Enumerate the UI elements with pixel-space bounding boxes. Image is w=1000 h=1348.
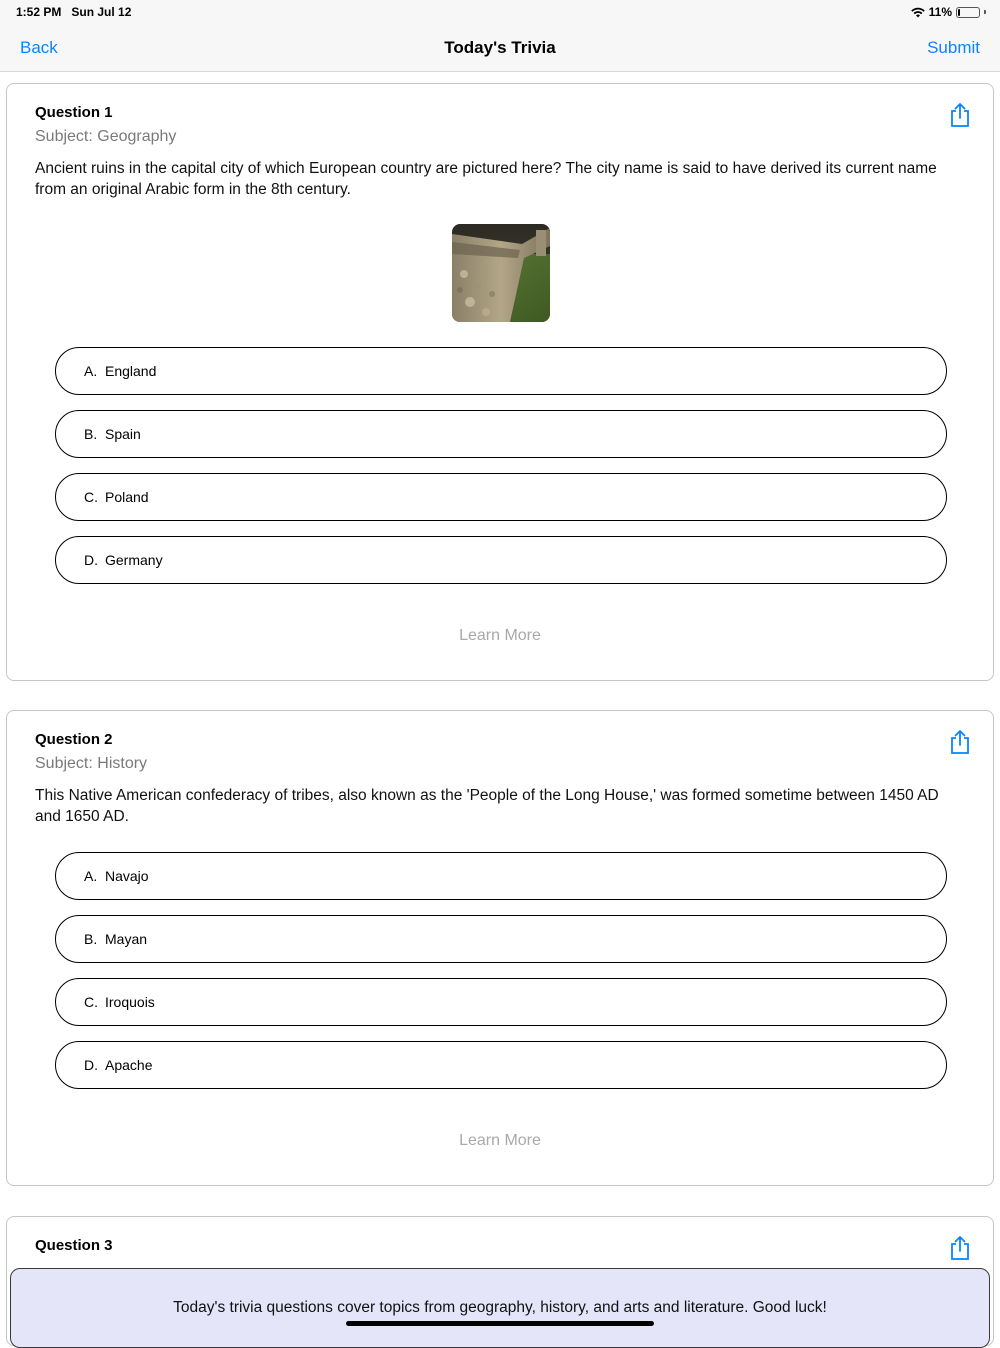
status-indicators bbox=[911, 5, 986, 19]
answer-option[interactable] bbox=[55, 347, 947, 395]
answer-option[interactable] bbox=[55, 536, 947, 584]
share-icon[interactable] bbox=[949, 1235, 971, 1261]
battery-icon bbox=[956, 7, 980, 18]
answer-label: England bbox=[105, 363, 157, 379]
battery-percent: 11% bbox=[928, 5, 952, 19]
question-title: Question 3 bbox=[35, 1237, 113, 1254]
question-title: Question 2 bbox=[35, 731, 113, 748]
wifi-icon bbox=[911, 7, 925, 18]
share-icon[interactable] bbox=[949, 729, 971, 755]
answer-label: Mayan bbox=[105, 931, 148, 947]
answer-letter: C. bbox=[84, 489, 98, 505]
learn-more-button[interactable]: Learn More bbox=[459, 1132, 541, 1149]
answer-label: Poland bbox=[105, 489, 149, 505]
answer-letter: A. bbox=[84, 363, 98, 379]
ruins-photo bbox=[452, 224, 550, 322]
learn-more-button[interactable]: Learn More bbox=[459, 627, 541, 644]
question-title: Question 1 bbox=[35, 104, 113, 121]
submit-button[interactable]: Submit bbox=[927, 38, 980, 57]
navigation-bar bbox=[0, 24, 1000, 72]
answer-label: Iroquois bbox=[105, 994, 155, 1010]
answer-letter: D. bbox=[84, 552, 98, 568]
answer-letter: B. bbox=[84, 931, 98, 947]
status-bar bbox=[0, 0, 1000, 24]
battery-tip bbox=[984, 10, 986, 14]
share-icon[interactable] bbox=[949, 102, 971, 128]
answer-option[interactable] bbox=[55, 410, 947, 458]
answer-letter: B. bbox=[84, 426, 98, 442]
question-text: Ancient ruins in the capital city of which European country are pictured here? The city name is said to have derived its current name from an original Arabic form in the 8th century. bbox=[35, 160, 937, 198]
answer-option[interactable] bbox=[55, 978, 947, 1026]
home-indicator[interactable] bbox=[346, 1321, 654, 1326]
question-subject: Subject: History bbox=[35, 755, 148, 772]
back-button[interactable]: Back bbox=[20, 38, 58, 57]
question-subject: Subject: Geography bbox=[35, 128, 177, 145]
answer-label: Germany bbox=[105, 552, 163, 568]
answer-label: Navajo bbox=[105, 868, 149, 884]
page-title: Today's Trivia bbox=[444, 38, 556, 57]
question-card bbox=[6, 83, 994, 681]
answer-option[interactable] bbox=[55, 915, 947, 963]
battery-fill bbox=[958, 9, 960, 16]
answer-label: Apache bbox=[105, 1057, 153, 1073]
question-card bbox=[6, 710, 994, 1186]
answer-label: Spain bbox=[105, 426, 141, 442]
info-banner bbox=[10, 1268, 990, 1348]
banner-text: Today's trivia questions cover topics from geography, history, and arts and literature. Good luck! bbox=[173, 1299, 827, 1316]
answer-option[interactable] bbox=[55, 1041, 947, 1089]
answer-letter: D. bbox=[84, 1057, 98, 1073]
answer-letter: A. bbox=[84, 868, 98, 884]
status-time: 1:52 PM Sun Jul 12 bbox=[16, 5, 132, 19]
question-text: This Native American confederacy of tribes, also known as the 'People of the Long House,' was formed sometime between 1450 AD and 1650 AD. bbox=[35, 787, 939, 825]
answer-option[interactable] bbox=[55, 852, 947, 900]
answer-option[interactable] bbox=[55, 473, 947, 521]
question-image bbox=[452, 224, 550, 322]
answer-letter: C. bbox=[84, 994, 98, 1010]
